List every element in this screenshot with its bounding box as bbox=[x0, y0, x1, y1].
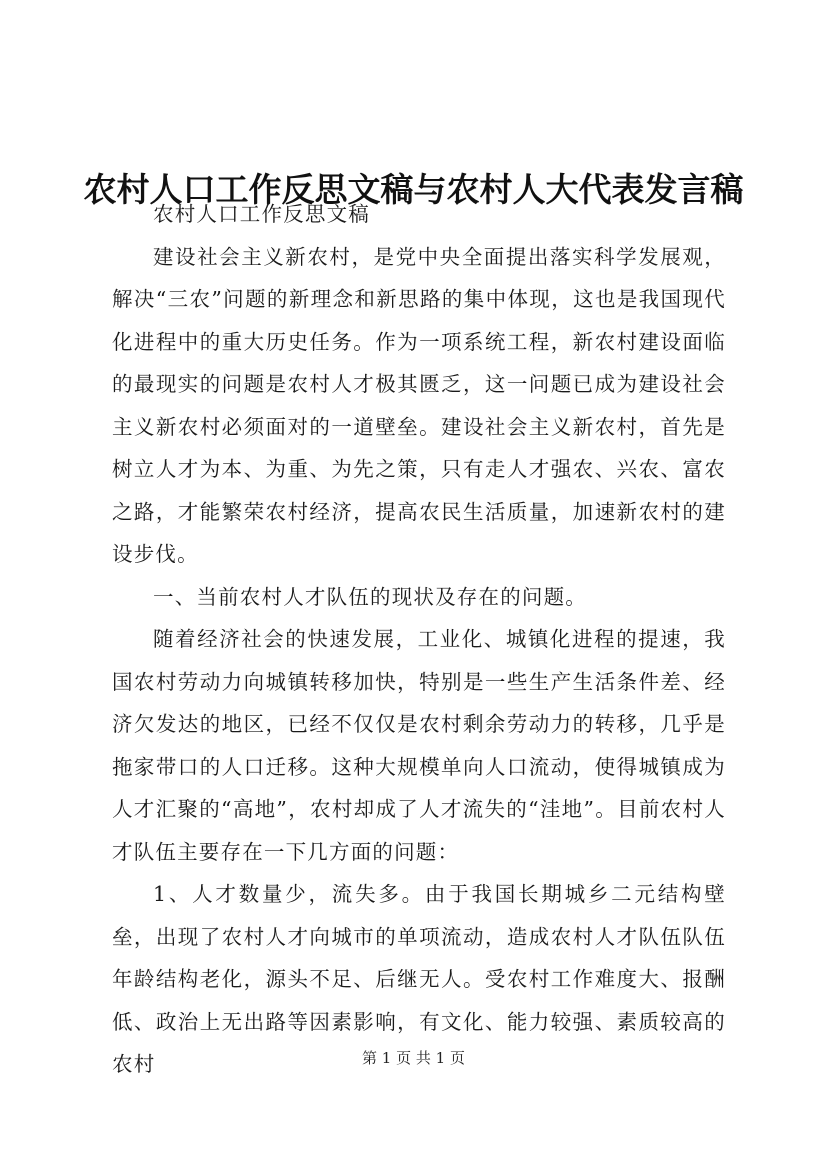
subtitle-paragraph: 农村人口工作反思文稿 bbox=[153, 202, 370, 226]
intro-paragraph: 建设社会主义新农村，是党中央全面提出落实科学发展观，解决“三农”问题的新理念和新思路的集中体现，这也是我国现代化进程中的重大历史任务。作为一项系统工程，新农村建设面临的最现实的问题是农村人才极其匮乏，这一问题已成为建设社会主义新农村必须面对的一道壁垒。建设社会主义新农村，首先是树立人才为本、为重、为先之策，只有走人才强农、兴农、富农之路，才能繁荣农村经济，提高农民生活质量，加速新农村的建设步伐。 bbox=[112, 244, 726, 566]
section-heading: 一、当前农村人才队伍的现状及存在的问题。 bbox=[153, 584, 587, 609]
page-number-footer: 第 1 页 共 1 页 bbox=[362, 1049, 465, 1067]
document-title: 农村人口工作反思文稿与农村人大代表发言稿 bbox=[83, 170, 744, 210]
document-body bbox=[112, 193, 726, 1086]
problem-1-paragraph: 1、人才数量少，流失多。由于我国长期城乡二元结构壁垒，出现了农村人才向城市的单项流动，造成农村人才队伍队伍年龄结构老化，源头不足、后继无人。受农村工作难度大、报酬低、政治上无出路等因素影响，有文化、能力较强、素质较高的农村 bbox=[112, 882, 726, 1076]
background-paragraph: 随着经济社会的快速发展，工业化、城镇化进程的提速，我国农村劳动力向城镇转移加快，特别是一些生产生活条件差、经济欠发达的地区，已经不仅仅是农村剩余劳动力的转移，几乎是拖家带口的人口迁移。这种大规模单向人口流动，使得城镇成为人才汇聚的“高地”，农村却成了人才流失的“洼地”。目前农村人才队伍主要存在一下几方面的问题： bbox=[112, 627, 726, 864]
